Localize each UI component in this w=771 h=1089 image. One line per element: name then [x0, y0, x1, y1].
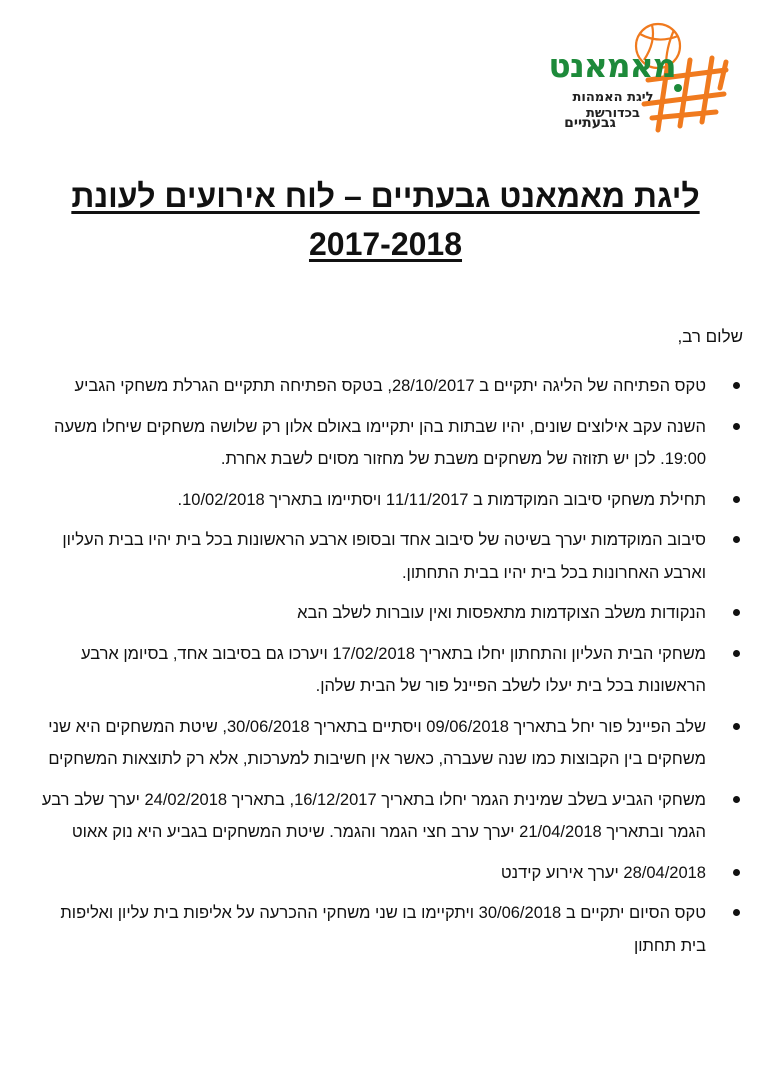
list-item [36, 484, 706, 517]
bullet-icon [733, 909, 740, 916]
list-item [36, 784, 706, 849]
league-logo [540, 18, 730, 138]
title-line-2: 2017-2018 [308, 226, 463, 262]
list-item [36, 638, 706, 703]
title-line-1: ליגת מאמאנט גבעתיים – לוח אירועים לעונת [71, 178, 700, 214]
list-item [36, 370, 706, 403]
list-item-text: משחקי הבית העליון והתחתון יחלו בתאריך 17/02/2018 ויערכו גם בסיבוב אחד, בסיומן ארבע הראשונות בכל בית יעלו לשלב הפיינל פור של הבית שלהן. [80, 644, 706, 695]
list-item [36, 597, 706, 630]
logo-city: גבעתיים [564, 115, 616, 131]
list-item-text: הנקודות משלב הצוקדמות מתאפסות ואין עוברות לשלב הבא [297, 604, 706, 622]
list-item-text: השנה עקב אילוצים שונים, יהיו שבתות בהן יתקיימו באולם אלון רק שלושה משחקים שיחלו משעה 19:00. לכן יש תזוזה של משחקים משבת של מחזור מסוים לשבת אחרת. [54, 417, 706, 468]
greeting: שלום רב, [677, 327, 743, 346]
list-item-text: משחקי הגביע בשלב שמינית הגמר יחלו בתאריך 16/12/2017, בתאריך 24/02/2018 יערך שלב רבע הגמר ובתאריך 21/04/2018 יערך ערב חצי הגמר והגמר. שיטת המשחקים בגביע היא נוק אאוט [41, 790, 706, 841]
list-item-text: 28/04/2018 יערך אירוע קידנט [500, 863, 706, 882]
list-item-text: טקס הסיום יתקיים ב 30/06/2018 ויתקיימו בו שני משחקי ההכרעה על אליפות בית עליון ואליפות בית תחתון [60, 904, 706, 955]
list-item [36, 524, 706, 589]
page-title [40, 172, 731, 268]
bullet-icon [733, 423, 740, 430]
list-item [36, 857, 706, 890]
list-item-text: סיבוב המוקדמות יערך בשיטה של סיבוב אחד ובסופו ארבע הראשונות בכל בית יהיו בבית העליון וארבע האחרונות בכל בית יהיו בבית התחתון. [62, 531, 706, 582]
list-item [36, 897, 706, 962]
list-item-text: טקס הפתיחה של הליגה יתקיים ב 28/10/2017, בטקס הפתיחה תתקיים הגרלת משחקי הגביע [74, 377, 706, 395]
bullet-icon [733, 796, 740, 803]
list-item-text: שלב הפיינל פור יחל בתאריך 09/06/2018 ויסתיים בתאריך 30/06/2018, שיטת המשחקים היא שני משחקים בין הקבוצות כמו שנה שעברה, כאשר אין חשיבות למערכות, אלא רק לתוצאות המשחקים [48, 717, 706, 768]
bullet-icon [733, 609, 740, 616]
list-item [36, 411, 706, 476]
list-item-text: תחילת משחקי סיבוב המוקדמות ב 11/11/2017 ויסתיימו בתאריך 10/02/2018. [177, 490, 706, 509]
bullet-icon [733, 382, 740, 389]
bullet-icon [733, 536, 740, 543]
events-list [36, 370, 706, 970]
logo-name: מאמאנט [548, 46, 676, 85]
bullet-icon [733, 496, 740, 503]
bullet-icon [733, 650, 740, 657]
logo-subtitle: ליגת האמהות בכדורשת [572, 90, 654, 121]
list-item [36, 711, 706, 776]
bullet-icon [733, 869, 740, 876]
bullet-icon [733, 723, 740, 730]
